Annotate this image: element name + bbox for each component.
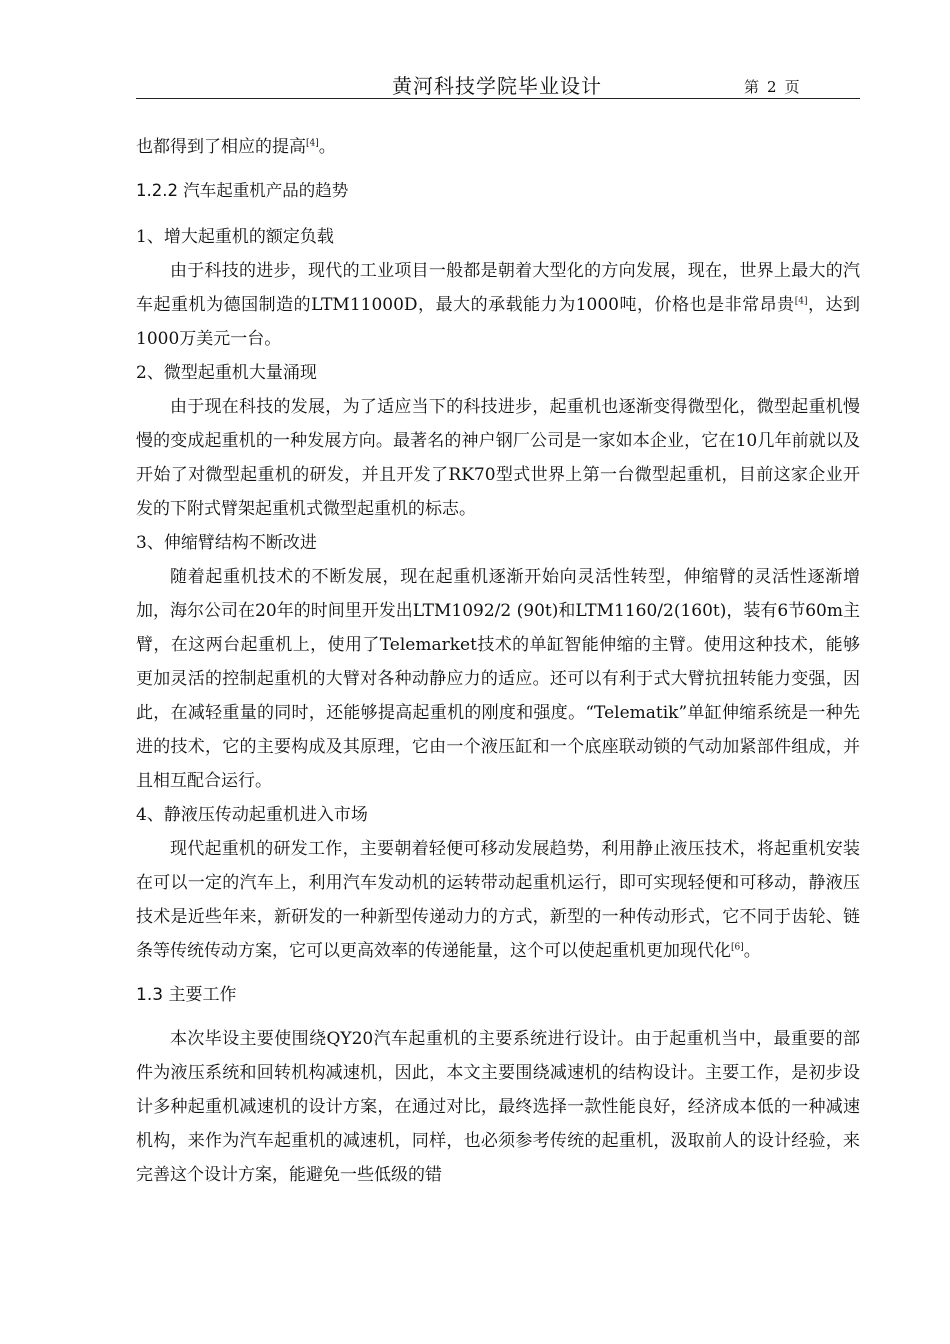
- paragraph-text: 。: [318, 137, 336, 157]
- citation: [6]: [731, 942, 744, 953]
- section-heading: 1.2.2 汽车起重机产品的趋势: [136, 181, 349, 200]
- paragraph: 由于现在科技的发展，为了适应当下的科技进步，起重机也逐渐变得微型化，微型起重机慢慢的变成起重机的一种发展方向。最著名的神户钢厂公司是一家如本企业，它在10几年前就以及开始了对微型起重机的研发，并且开发了RK70型式世界上第一台微型起重机，目前这家企业开发的下附式臂架起重机式微型起重机的标志。: [136, 397, 860, 519]
- list-item: 4、静液压传动起重机进入市场: [136, 805, 368, 825]
- paragraph-text: 现代起重机的研发工作，主要朝着轻便可移动发展趋势，利用静止液压技术，将起重机安装在可以一定的汽车上，利用汽车发动机的运转带动起重机运行，即可实现轻便和可移动，静液压技术是近些年来，新研发的一种新型传递动力的方式，新型的一种传动形式，它不同于齿轮、链条等传统传动方案，它可以更高效率的传递能量，这个可以使起重机更加现代化: [136, 839, 860, 961]
- page-suffix: 页: [784, 78, 800, 96]
- paragraph: 本次毕设主要使围绕QY20汽车起重机的主要系统进行设计。由于起重机当中，最重要的部件为液压系统和回转机构减速机，因此，本文主要围绕减速机的结构设计。主要工作，是初步设计多种起重机减速机的设计方案，在通过对比，最终选择一款性能良好，经济成本低的一种减速机构，来作为汽车起重机的减速机，同样，也必须参考传统的起重机，汲取前人的设计经验，来完善这个设计方案，能避免一些低级的错: [136, 1029, 860, 1185]
- citation: [4]: [794, 296, 808, 307]
- header-title: 黄河科技学院毕业设计: [392, 74, 602, 98]
- paragraph-text: 。: [743, 941, 761, 961]
- list-item: 1、增大起重机的额定负载: [136, 227, 334, 247]
- list-item: 3、伸缩臂结构不断改进: [136, 533, 317, 553]
- citation: [4]: [306, 138, 319, 149]
- paragraph-text: ，达到1000万美元一台。: [136, 295, 861, 349]
- paragraph: [136, 130, 860, 164]
- header-divider: [136, 98, 860, 99]
- list-item: 2、微型起重机大量涌现: [136, 363, 317, 383]
- section-heading: 1.3 主要工作: [136, 985, 237, 1005]
- paragraph-text: 也都得到了相应的提高: [136, 137, 306, 157]
- paragraph-text: 由于科技的进步，现代的工业项目一般都是朝着大型化的方向发展，现在，世界上最大的汽车起重机为德国制造的LTM11000D，最大的承载能力为1000吨，价格也是非常昂贵: [136, 261, 860, 315]
- paragraph: [136, 254, 860, 356]
- page-prefix: 第: [744, 78, 760, 96]
- body-content: [136, 130, 860, 1192]
- page-header: [136, 64, 858, 100]
- paragraph: 随着起重机技术的不断发展，现在起重机逐渐开始向灵活性转型，伸缩臂的灵活性逐渐增加，海尔公司在20年的时间里开发出LTM1092/2 (90t)和LTM1160/2(160t)，装有6节60m主臂，在这两台起重机上，使用了Telemarket技术的单缸智能伸缩的主臂。使用这种技术，能够更加灵活的控制起重机的大臂对各种动静应力的适应。还可以有利于式大臂抗扭转能力变强，因此，在减轻重量的同时，还能够提高起重机的刚度和强度。“Telematik”单缸伸缩系统是一种先进的技术，它的主要构成及其原理，它由一个液压缸和一个底座联动锁的气动加紧部件组成，并且相互配合运行。: [136, 567, 860, 791]
- page-number-label: [740, 76, 804, 97]
- page-number: 2: [767, 78, 777, 96]
- paragraph: [136, 832, 860, 968]
